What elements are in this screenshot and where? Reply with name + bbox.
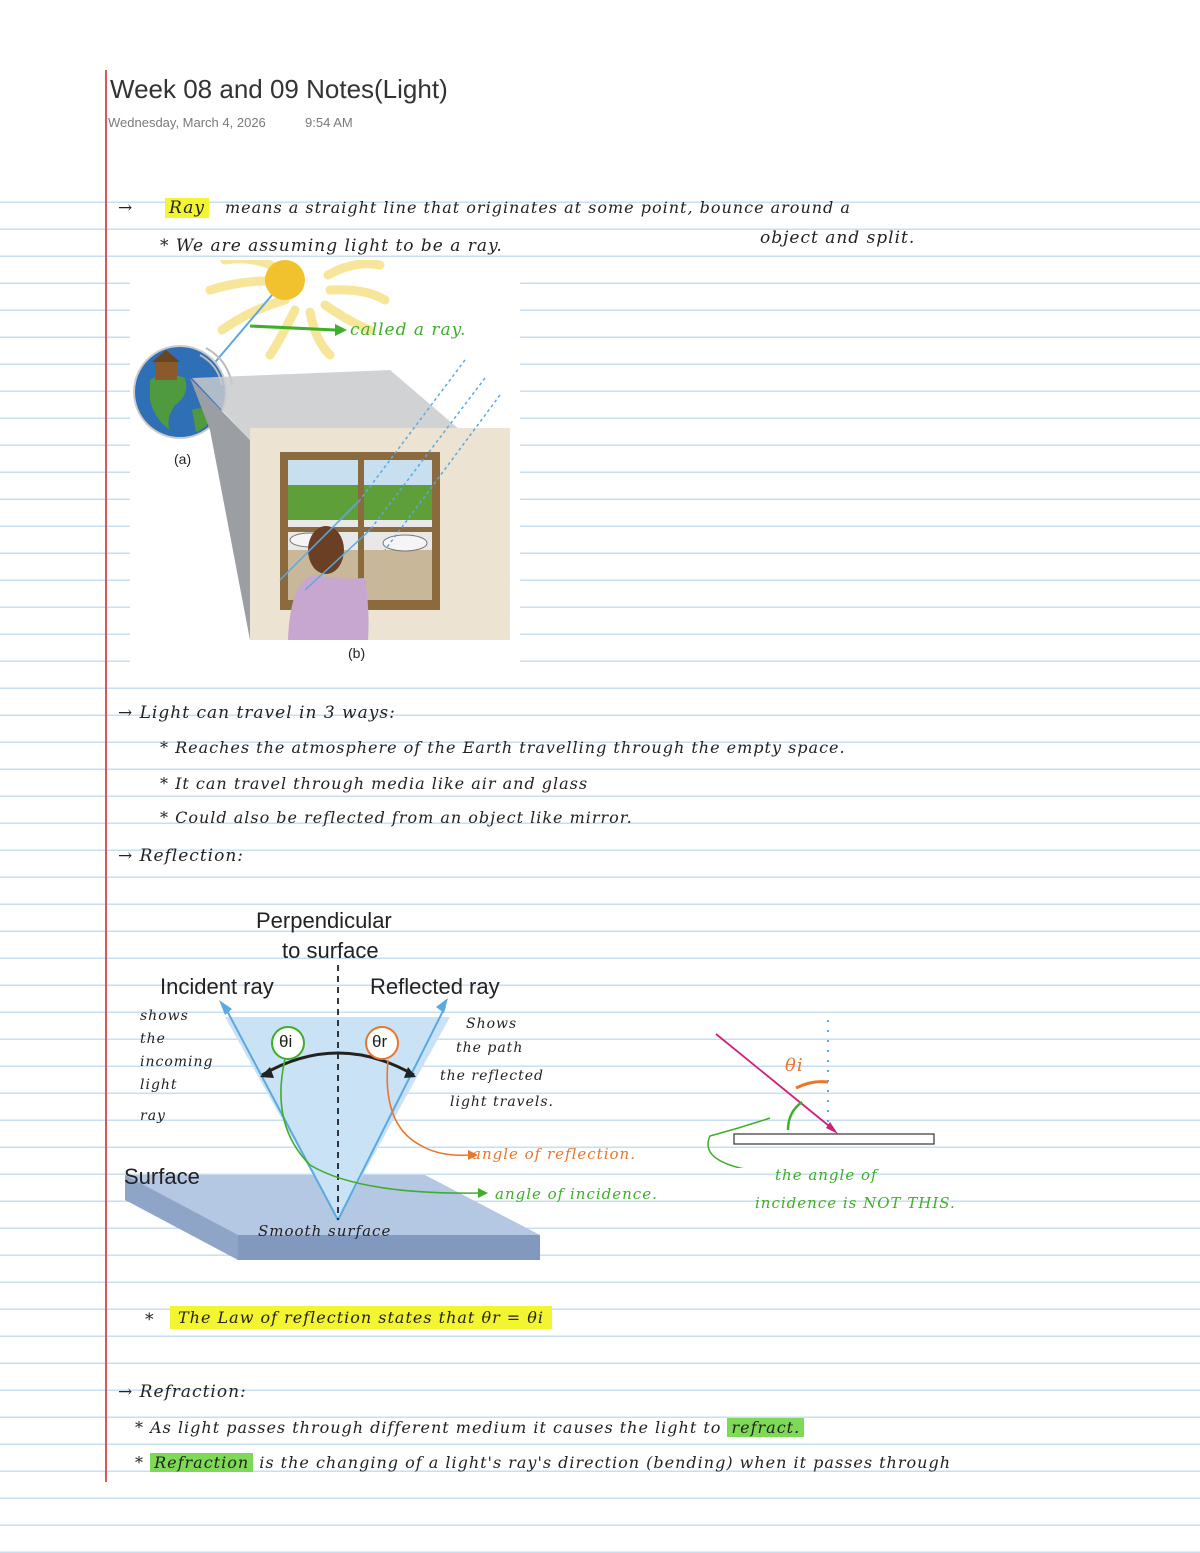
- incoming-note-4: light: [140, 1077, 178, 1093]
- refraction-heading: → Refraction:: [118, 1382, 247, 1402]
- perpendicular-label: Perpendicular: [256, 908, 392, 933]
- travel-item-1: * Reaches the atmosphere of the Earth travelling through the empty space.: [160, 738, 846, 757]
- incoming-note-1: shows: [140, 1008, 189, 1024]
- figure-label-a: (a): [174, 451, 192, 467]
- refraction-item-2-bullet: *: [135, 1453, 144, 1472]
- law-of-reflection: [170, 1308, 552, 1327]
- theta-i-label: θi: [279, 1032, 293, 1051]
- theta-r-label: θr: [372, 1032, 388, 1051]
- angle-incidence-note: angle of incidence.: [495, 1185, 658, 1203]
- called-ray-note: called a ray.: [350, 320, 467, 340]
- refraction-item-2: [135, 1453, 951, 1472]
- ray-word: [165, 198, 209, 218]
- path-note-2: the path: [456, 1040, 524, 1056]
- reflection-heading: → Reflection:: [118, 846, 244, 866]
- incoming-note-3: incoming: [140, 1054, 214, 1070]
- path-note-3: the reflected: [440, 1068, 545, 1084]
- travel-item-3: * Could also be reflected from an object like mirror.: [160, 808, 633, 827]
- sun-icon: [265, 260, 305, 300]
- path-note-1: Shows: [466, 1016, 518, 1032]
- side-note-2: incidence is NOT THIS.: [755, 1194, 956, 1212]
- travel-item-2: * It can travel through media like air and glass: [160, 774, 589, 793]
- figure-label-b: (b): [348, 645, 366, 661]
- page-title: Week 08 and 09 Notes(Light): [110, 74, 448, 104]
- incoming-note-5: ray: [140, 1108, 166, 1124]
- side-theta-label: θi: [785, 1055, 804, 1076]
- side-note-1: the angle of: [775, 1166, 878, 1184]
- house-icon: [155, 360, 177, 380]
- ray-assumption: * We are assuming light to be a ray.: [160, 236, 503, 256]
- margin-line: [105, 70, 107, 1482]
- ray-arrow: →: [118, 198, 134, 218]
- law-bullet: *: [145, 1310, 155, 1330]
- perpendicular-label-2: to surface: [282, 938, 379, 963]
- travel-heading: → Light can travel in 3 ways:: [118, 703, 396, 723]
- angle-reflection-note: angle of reflection.: [472, 1145, 636, 1163]
- ray-definition-cont: object and split.: [760, 228, 916, 248]
- page-date: Wednesday, March 4, 2026: [108, 115, 266, 130]
- refract-word: refract.: [727, 1418, 804, 1437]
- ray-definition: means a straight line that originates at some point, bounce around a: [225, 198, 851, 217]
- refraction-item-1-text: * As light passes through different medium it causes the light to: [135, 1418, 722, 1437]
- incident-ray-label: Incident ray: [160, 974, 274, 999]
- surface-label: Surface: [124, 1164, 200, 1189]
- path-note-4: light travels.: [450, 1094, 554, 1110]
- smooth-surface-label: Smooth surface: [258, 1222, 392, 1240]
- ray-word-text: Ray: [165, 198, 209, 218]
- incoming-note-2: the: [140, 1031, 166, 1047]
- page-time: 9:54 AM: [305, 115, 353, 130]
- reflected-ray-label: Reflected ray: [370, 974, 500, 999]
- refraction-item-2-text: is the changing of a light's ray's direction (bending) when it passes through: [259, 1453, 951, 1472]
- law-text: The Law of reflection states that θr = θi: [170, 1306, 552, 1329]
- incidence-sketch: [700, 1018, 960, 1168]
- refraction-word: Refraction: [150, 1453, 253, 1472]
- refraction-item-1: [135, 1418, 804, 1437]
